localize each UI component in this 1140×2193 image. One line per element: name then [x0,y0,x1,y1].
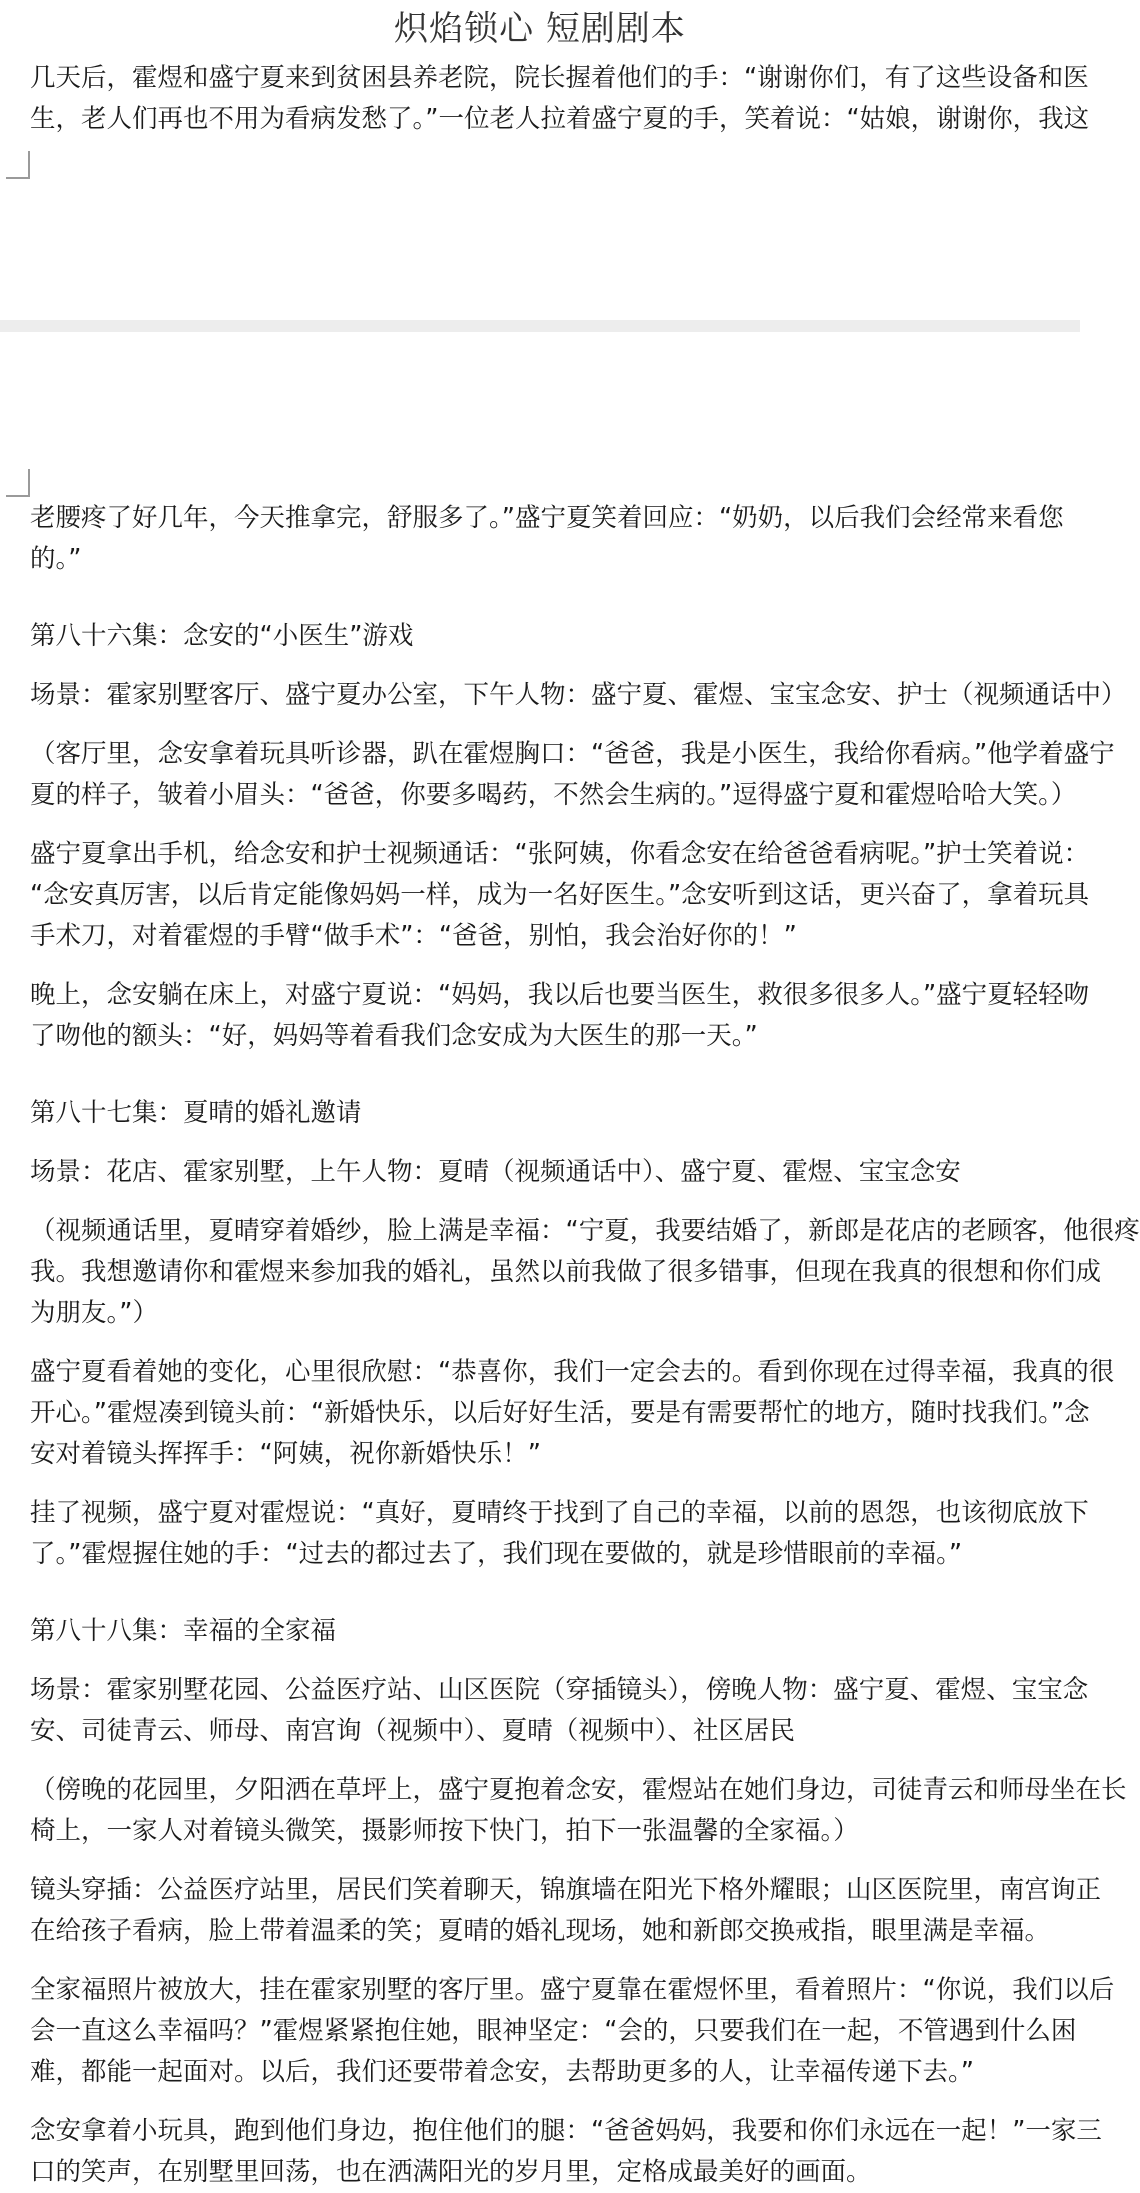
text-line: 手术刀，对着霍煜的手臂“做手术”：“爸爸，别怕，我会治好你的！” [30,921,797,951]
text-line: 镜头穿插：公益医疗站里，居民们笑着聊天，锦旗墙在阳光下格外耀眼；山区医院里，南宫询正 [30,1875,1102,1905]
document-title: 炽焰锁心 短剧剧本 [394,9,686,49]
text-line: 的。” [30,544,82,574]
episode-88-scene [30,1670,1089,1752]
text-line: 了。”霍煜握住她的手：“过去的都过去了，我们现在要做的，就是珍惜眼前的幸福。” [30,1539,963,1569]
text-line: 安、司徒青云、师母、南宫询（视频中）、夏晴（视频中）、社区居民 [30,1716,796,1746]
episode-88-paragraph [30,1870,1102,1952]
episode-87-paragraph [30,1493,1089,1575]
text-line: 晚上，念安躺在床上，对盛宁夏说：“妈妈，我以后也要当医生，救很多很多人。”盛宁夏轻轻吻 [30,980,1090,1010]
page-2 [0,332,1140,2187]
episode-88-paragraph [30,2111,1102,2193]
text-line: 挂了视频，盛宁夏对霍煜说：“真好，夏晴终于找到了自己的幸福，以前的恩怨，也该彻底放下 [30,1498,1089,1528]
episode-88-paragraph [30,1770,1127,1852]
text-line: （客厅里，念安拿着玩具听诊器，趴在霍煜胸口：“爸爸，我是小医生，我给你看病。”他学着盛宁 [30,739,1115,769]
heading-text: 第八十七集：夏晴的婚礼邀请 [30,1098,362,1128]
text-line: 场景：花店、霍家别墅，上午人物：夏晴（视频通话中）、盛宁夏、霍煜、宝宝念安 [30,1157,961,1187]
text-line: 开心。”霍煜凑到镜头前：“新婚快乐，以后好好生活，要是有需要帮忙的地方，随时找我们。”念 [30,1398,1090,1428]
page1-text [30,58,1090,140]
text-line: 为朋友。”） [30,1298,158,1328]
text-line: 念安拿着小玩具，跑到他们身边，抱住他们的腿：“爸爸妈妈，我要和你们永远在一起！”一家三 [30,2116,1102,2146]
text-line: 会一直这么幸福吗？”霍煜紧紧抱住她，眼神坚定：“会的，只要我们在一起，不管遇到什么困 [30,2016,1077,2046]
text-line: 全家福照片被放大，挂在霍家别墅的客厅里。盛宁夏靠在霍煜怀里，看着照片：“你说，我们以后 [30,1975,1115,2005]
page-1 [0,58,1090,320]
text-line: 在给孩子看病，脸上带着温柔的笑；夏晴的婚礼现场，她和新郎交换戒指，眼里满是幸福。 [30,1916,1051,1946]
text-line: 安对着镜头挥挥手：“阿姨，祝你新婚快乐！” [30,1439,541,1469]
episode-86-paragraph [30,975,1090,1057]
text-line: 夏的样子，皱着小眉头：“爸爸，你要多喝药，不然会生病的。”逗得盛宁夏和霍煜哈哈大笑。） [30,780,1077,810]
episode-87-paragraph [30,1211,1140,1334]
paragraph-intro [30,498,1070,580]
page2-text [30,498,1140,2193]
episode-86-scene [30,675,1127,716]
text-line: 生，老人们再也不用为看病发愁了。”一位老人拉着盛宁夏的手，笑着说：“姑娘，谢谢你，我这 [30,104,1090,134]
text-line: 了吻他的额头：“好，妈妈等着看我们念安成为大医生的那一天。” [30,1021,758,1051]
text-line: 难，都能一起面对。以后，我们还要带着念安，去帮助更多的人，让幸福传递下去。” [30,2057,974,2087]
text-line: 口的笑声，在别墅里回荡，也在洒满阳光的岁月里，定格成最美好的画面。 [30,2157,872,2187]
text-line: 盛宁夏看着她的变化，心里很欣慰：“恭喜你，我们一定会去的。看到你现在过得幸福，我真的很 [30,1357,1115,1387]
text-line: 场景：霍家别墅花园、公益医疗站、山区医院（穿插镜头），傍晚人物：盛宁夏、霍煜、宝宝念 [30,1675,1089,1705]
text-line: 场景：霍家别墅客厅、盛宁夏办公室，下午人物：盛宁夏、霍煜、宝宝念安、护士（视频通话中） [30,680,1127,710]
episode-87-heading [30,1093,1070,1134]
text-line: （视频通话里，夏晴穿着婚纱，脸上满是幸福：“宁夏，我要结婚了，新郎是花店的老顾客，他很疼 [30,1216,1140,1246]
heading-text: 第八十六集：念安的“小医生”游戏 [30,621,414,651]
episode-87-scene [30,1152,1070,1193]
episode-86-paragraph [30,734,1115,816]
text-line: 椅上，一家人对着镜头微笑，摄影师按下快门，拍下一张温馨的全家福。） [30,1816,859,1846]
heading-text: 第八十八集：幸福的全家福 [30,1616,337,1646]
page-separator [0,320,1080,332]
page-corner-mark [6,151,30,179]
episode-88-heading [30,1611,1070,1652]
text-line: 盛宁夏拿出手机，给念安和护士视频通话：“张阿姨，你看念安在给爸爸看病呢。”护士笑着说： [30,839,1090,869]
page-corner-mark [6,469,30,497]
text-line: 几天后，霍煜和盛宁夏来到贫困县养老院，院长握着他们的手：“谢谢你们，有了这些设备和医 [30,63,1089,93]
text-line: （傍晚的花园里，夕阳洒在草坪上，盛宁夏抱着念安，霍煜站在她们身边，司徒青云和师母坐在长 [30,1775,1127,1805]
episode-88-paragraph [30,1970,1115,2093]
episode-86-heading [30,616,1070,657]
text-line: “念安真厉害，以后肯定能像妈妈一样，成为一名好医生。”念安听到这话，更兴奋了，拿着玩具 [30,880,1090,910]
document-title-bar [0,0,1080,58]
episode-86-paragraph [30,834,1090,957]
episode-87-paragraph [30,1352,1115,1475]
text-line: 我。我想邀请你和霍煜来参加我的婚礼，虽然以前我做了很多错事，但现在我真的很想和你们成 [30,1257,1102,1287]
text-line: 老腰疼了好几年，今天推拿完，舒服多了。”盛宁夏笑着回应：“奶奶，以后我们会经常来看您 [30,503,1064,533]
